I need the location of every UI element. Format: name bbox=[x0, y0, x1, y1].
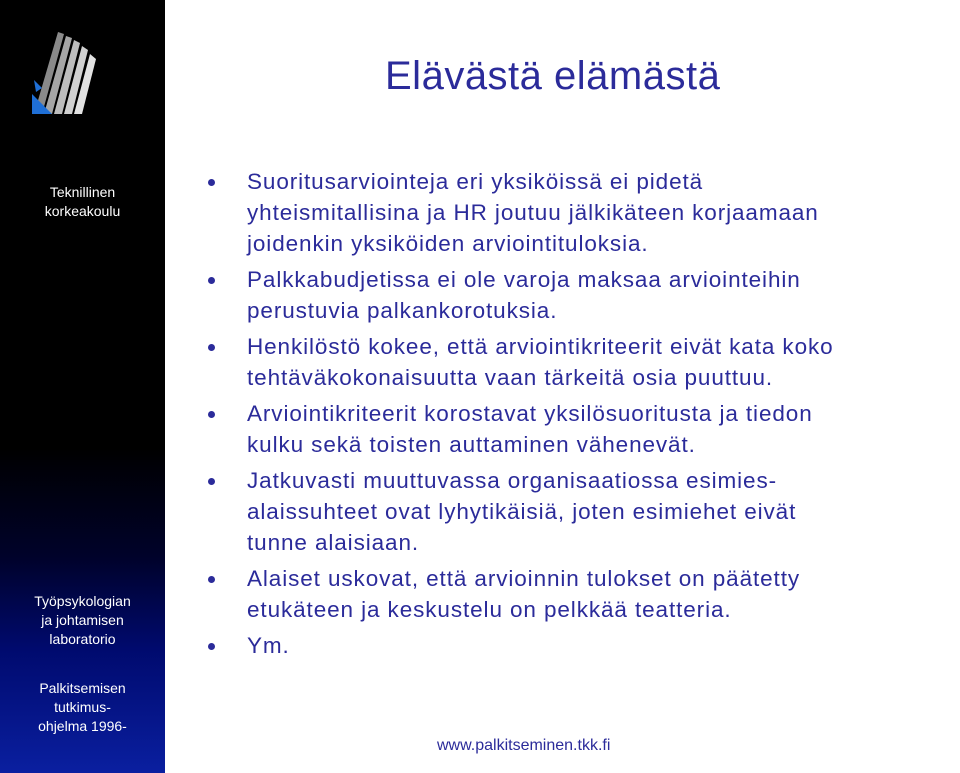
bullet-dot-icon bbox=[208, 411, 215, 418]
bullet-item bbox=[205, 630, 960, 661]
bullet-text-line: Alaiset uskovat, että arvioinnin tulokset on päätetty bbox=[247, 566, 800, 591]
bullet-text-line: Ym. bbox=[247, 633, 290, 658]
institution-line: Teknillinen bbox=[49, 184, 116, 200]
bullet-text-line: Arviointikriteerit korostavat yksilösuoritusta ja tiedon bbox=[247, 401, 813, 426]
bullet-item bbox=[205, 563, 960, 625]
bullet-item bbox=[205, 166, 960, 259]
bullet-list bbox=[205, 166, 960, 666]
bullet-text-line: yhteismitallisina ja HR joutuu jälkikäteen korjaamaan bbox=[247, 200, 819, 225]
program-line: Palkitsemisen bbox=[39, 680, 126, 696]
sidebar bbox=[0, 0, 165, 773]
bullet-text-line: tunne alaisiaan. bbox=[247, 530, 420, 555]
bullet-dot-icon bbox=[208, 344, 215, 351]
bullet-text-line: Palkkabudjetissa ei ole varoja maksaa arviointeihin bbox=[247, 267, 801, 292]
lab-name bbox=[0, 592, 165, 649]
bullet-text-line: alaissuhteet ovat lyhytikäisiä, joten esimiehet eivät bbox=[247, 499, 797, 524]
institution-line: korkeakoulu bbox=[44, 203, 121, 219]
bullet-text-line: Suoritusarviointeja eri yksiköissä ei pidetä bbox=[247, 169, 704, 194]
bullet-item bbox=[205, 331, 960, 393]
slide-title: Elävästä elämästä bbox=[385, 54, 721, 98]
bullet-text-line: Henkilöstö kokee, että arviointikriteerit eivät kata koko bbox=[247, 334, 834, 359]
university-logo-icon bbox=[28, 18, 106, 118]
bullet-item bbox=[205, 465, 960, 558]
bullet-text-line: etukäteen ja keskustelu on pelkkää teatteria. bbox=[247, 597, 732, 622]
lab-line: laboratorio bbox=[49, 631, 116, 647]
bullet-item bbox=[205, 398, 960, 460]
bullet-dot-icon bbox=[208, 277, 215, 284]
program-line: tutkimus- bbox=[54, 699, 111, 715]
program-name bbox=[0, 679, 165, 736]
footer-url: www.palkitseminen.tkk.fi bbox=[437, 737, 611, 754]
bullet-item bbox=[205, 264, 960, 326]
bullet-dot-icon bbox=[208, 643, 215, 650]
bullet-text-line: Jatkuvasti muuttuvassa organisaatiossa esimies- bbox=[247, 468, 778, 493]
bullet-dot-icon bbox=[208, 478, 215, 485]
lab-line: ja johtamisen bbox=[41, 612, 124, 628]
lab-line: Työpsykologian bbox=[34, 593, 131, 609]
bullet-text-line: kulku sekä toisten auttaminen vähenevät. bbox=[247, 432, 696, 457]
bullet-text-line: joidenkin yksiköiden arviointituloksia. bbox=[247, 231, 649, 256]
bullet-dot-icon bbox=[208, 179, 215, 186]
institution-name bbox=[0, 183, 165, 221]
bullet-text-line: perustuvia palkankorotuksia. bbox=[247, 298, 558, 323]
program-line: ohjelma 1996- bbox=[38, 718, 127, 734]
bullet-text-line: tehtäväkokonaisuutta vaan tärkeitä osia puuttuu. bbox=[247, 365, 774, 390]
bullet-dot-icon bbox=[208, 576, 215, 583]
